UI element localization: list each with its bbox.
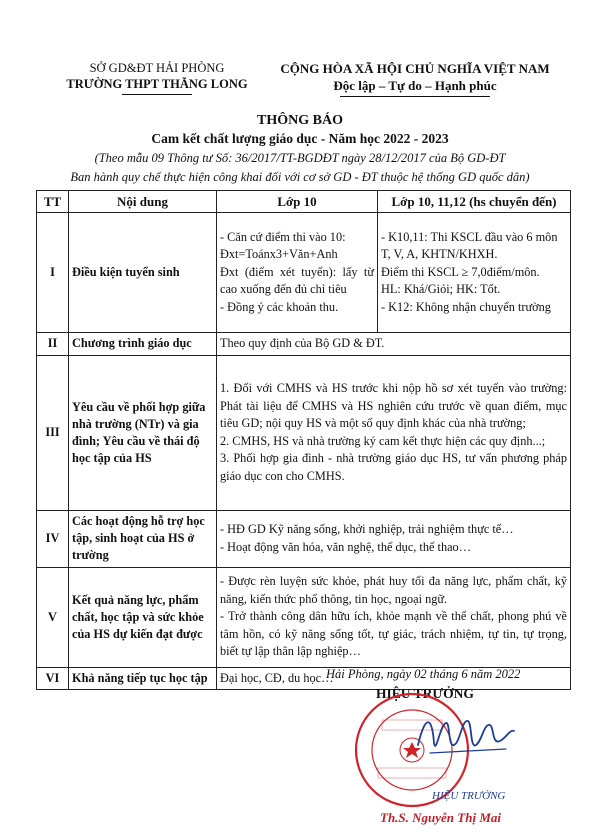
legal-note-line1: (Theo mẫu 09 Thông tư Số: 36/2017/TT-BGDĐT ngày 28/12/2017 của Bộ GD-ĐT bbox=[94, 151, 506, 165]
table-row bbox=[37, 333, 571, 356]
row-content: Các hoạt động hỗ trợ học tập, sinh hoạt của HS ở trường bbox=[69, 510, 217, 567]
row-number: V bbox=[37, 567, 69, 667]
table-row bbox=[37, 567, 571, 667]
cell-line: 3. Phối hợp gia đình - nhà trường giáo dục HS, tư vấn phương pháp giáo dục con cho CMHS. bbox=[220, 451, 567, 483]
row-content: Khả năng tiếp tục học tập bbox=[69, 667, 217, 690]
merged-cell: Đại học, CĐ, du học… bbox=[217, 667, 571, 690]
row-number: I bbox=[37, 213, 69, 333]
cell-line: - Được rèn luyện sức khỏe, phát huy tối đa năng lực, phẩm chất, kỹ năng, kiến thức phổ thông, tin học, ngoại ngữ. bbox=[220, 574, 567, 606]
header-underline bbox=[122, 94, 192, 95]
cell-line: Điểm thi KSCL ≥ 7,0điểm/môn. bbox=[381, 264, 540, 279]
signature-icon bbox=[410, 705, 520, 765]
row-number: III bbox=[37, 355, 69, 510]
cell-line: - Hoạt động văn hóa, văn nghệ, thể dục, thể thao… bbox=[220, 539, 471, 554]
cell-line: - K12: Không nhận chuyển trường bbox=[381, 299, 551, 314]
header-transfer: Lớp 10, 11,12 (hs chuyển đến) bbox=[378, 191, 571, 213]
cell-line: Đxt=Toánx3+Văn+Anh bbox=[220, 247, 338, 262]
merged-cell bbox=[217, 510, 571, 567]
header-tt: TT bbox=[37, 191, 69, 213]
motto-underline bbox=[340, 96, 490, 97]
cell-line: 1. Đối với CMHS và HS trước khi nộp hồ sơ xét tuyển vào trường: Phát tài liệu để CMHS và HS nghiên cứu trước về quan điểm, mục tiêu GD; nội quy HS và một số quy định khác của nhà trường; bbox=[220, 381, 567, 430]
cell-line: HL: Khá/Giỏi; HK: Tốt. bbox=[381, 282, 501, 297]
merged-cell bbox=[217, 567, 571, 667]
header-grade10: Lớp 10 bbox=[217, 191, 378, 213]
row-content: Kết quả năng lực, phẩm chất, học tập và sức khỏe của HS dự kiến đạt được bbox=[69, 567, 217, 667]
cell-line: - K10,11: Thi KSCL đầu vào 6 môn T, V, A, KHTN/KHXH. bbox=[381, 229, 558, 262]
department-name: SỞ GD&ĐT HẢI PHÒNG bbox=[89, 61, 225, 75]
row-number: II bbox=[37, 333, 69, 356]
transfer-cell bbox=[378, 213, 571, 333]
national-header bbox=[260, 60, 570, 97]
cell-line: - Trở thành công dân hữu ích, khỏe mạnh về thể chất, phong phú về tâm hồn, có kỹ năng sống tốt, tự giác, trách nhiệm, tự tin, tự trọng, biết tự lập thân lập nghiệp… bbox=[220, 609, 567, 659]
legal-note-line2: Ban hành quy chế thực hiện công khai đối với cơ sở GD - ĐT thuộc hệ thống GD quốc dân) bbox=[70, 170, 530, 184]
issuing-agency bbox=[62, 60, 252, 95]
table-row bbox=[37, 213, 571, 333]
motto: Độc lập – Tự do – Hạnh phúc bbox=[333, 78, 497, 93]
row-number: VI bbox=[37, 667, 69, 690]
merged-cell bbox=[217, 355, 571, 510]
table-header-row bbox=[37, 191, 571, 213]
row-content: Điều kiện tuyển sinh bbox=[69, 213, 217, 333]
cell-line: - Căn cứ điểm thi vào 10: bbox=[220, 229, 346, 244]
merged-cell: Theo quy định của Bộ GD & ĐT. bbox=[217, 333, 571, 356]
signer-title: HIỆU TRƯỞNG bbox=[376, 686, 474, 701]
row-content: Yêu cầu về phối hợp giữa nhà trường (NTr) và gia đình; Yêu cầu về thái độ học tập của HS bbox=[69, 355, 217, 510]
table-row bbox=[37, 510, 571, 567]
header-content: Nội dung bbox=[69, 191, 217, 213]
table-row bbox=[37, 355, 571, 510]
document-title: THÔNG BÁO bbox=[257, 113, 343, 128]
signature-caption: HIỆU TRƯỞNG bbox=[432, 790, 506, 802]
cell-line: - Đồng ý các khoản thu. bbox=[220, 299, 339, 314]
document-subtitle: Cam kết chất lượng giáo dục - Năm học 2022 - 2023 bbox=[151, 131, 449, 146]
cell-line: 2. CMHS, HS và nhà trường ký cam kết thực hiện các quy định...; bbox=[220, 433, 546, 448]
school-name: TRƯỜNG THPT THĂNG LONG bbox=[66, 77, 248, 91]
signing-date: Hải Phòng, ngày 02 tháng 6 năm 2022 bbox=[326, 667, 521, 681]
signer-name: Th.S. Nguyễn Thị Mai bbox=[380, 810, 501, 825]
row-number: IV bbox=[37, 510, 69, 567]
row-content: Chương trình giáo dục bbox=[69, 333, 217, 356]
grade10-cell bbox=[217, 213, 378, 333]
cell-line: - HĐ GD Kỹ năng sống, khởi nghiệp, trải nghiệm thực tế… bbox=[220, 522, 514, 536]
cell-line: Đxt (điểm xét tuyển): lấy từ cao xuống đến đủ chỉ tiêu bbox=[220, 264, 374, 297]
country-name: CỘNG HÒA XÃ HỘI CHỦ NGHĨA VIỆT NAM bbox=[280, 61, 550, 76]
commitment-table bbox=[36, 190, 571, 690]
